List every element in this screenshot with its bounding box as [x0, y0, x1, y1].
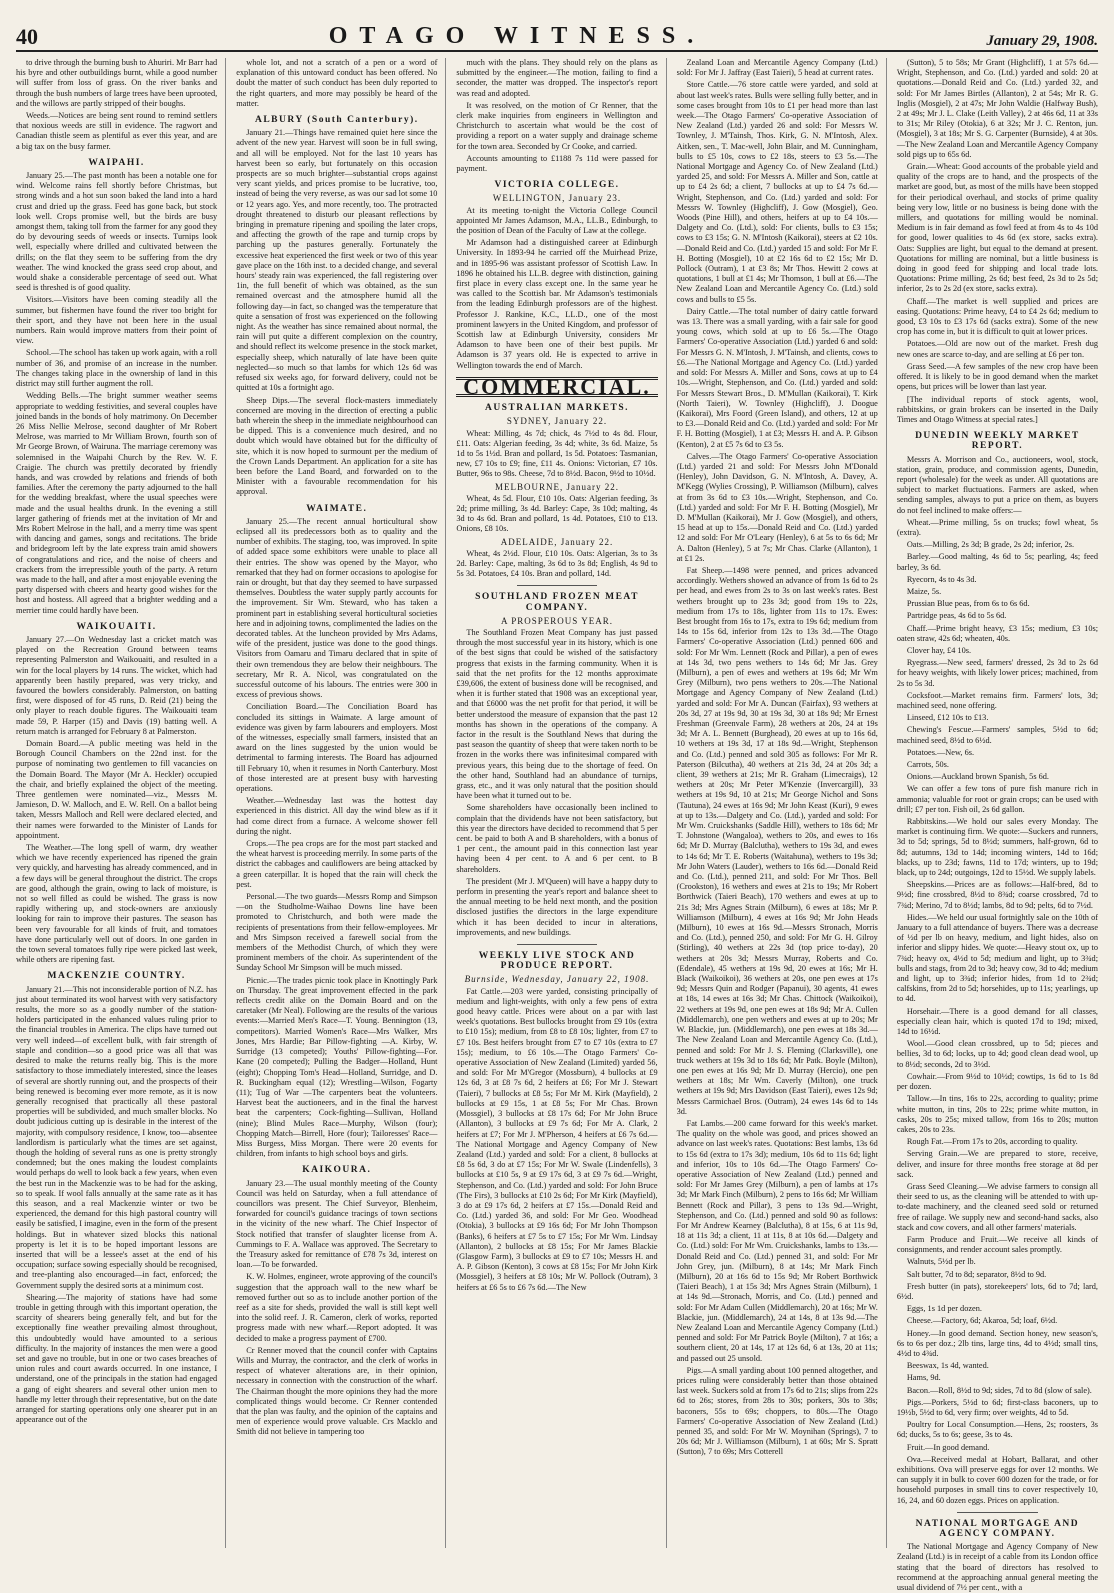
page-number: 40: [16, 24, 38, 49]
article-paragraph: January 21.—Things have remained quiet here since the advent of the new year. Harvest will soon be in full swing, and all will be employed. Not for the last 10 years has harvest been so early, but fortunately on this occasion prospects are so much brighter—substantial crops against very scant yields, and prices promise to be lucrative, too, instead of being the very reverse, as was our sad lot some 10 or 12 years ago. Yes, and more recently, too. The protracted drought threatened to disturb our pleasant reflections by bringing in premature ripening and spoiling the later crops, and affecting the growth of the rape and turnip crops by parching up the pastures generally. Fortunately the excessive heat experienced the first week or two of this year gave place on the 16th inst. to a decided change, and several hours' steady rain was experienced, the fall registering over 1in, the full benefit of which was obtained, as the sun remained overcast and the atmosphere humid all the following day—in fact, so changed was the temperature that quite a sensation of frost was experienced on the following night. As the weather has since remained about normal, the rain will put quite a different complexion on the country, and should reflect its welcome presence in the stock market, especially sheep, which naturally of late have been quite neglected—so much so that lambs for which 12s 6d was refused six weeks ago, for forward delivery, could not be quitted at 10s a fortnight ago.: [236, 128, 438, 393]
masthead: [16, 8, 1098, 52]
price-item: Fresh butter (in pats), storekeepers' lots, 6d to 7d; lard, 6½d.: [896, 1281, 1099, 1301]
price-item: Maize, 5s.: [906, 586, 942, 596]
article-paragraph: Wheat, 4s 5d. Flour, £10 10s. Oats: Algerian feeding, 3s 2d; prime milling, 3s 4d. Barley: Cape, 3s 10d; malting, 4s 3d to 4s 6d. Bran and pollard, 1s 4d. Potatoes, £10 to £13. Onions, £8 10s.: [456, 493, 658, 534]
price-item: Bacon.—Roll, 8½d to 9d; sides, 7d to 8d (slow of sale).: [906, 1385, 1092, 1395]
dateline: ADELAIDE, January 22.: [500, 536, 614, 547]
section-heading-waimate: WAIMATE.: [306, 503, 368, 514]
article-paragraph: Fat Sheep.—1498 were penned, and prices advanced accordingly. Wethers showed an advance of from 1s 6d to 2s per head, and ewes from 2s to 3s on last week's rates. Best wethers brought up to 23s 3d; good from 19s to 22s, medium from 17s to 18s, lighter from 11s to 17s. Ewes: Best brought from 16s to 17s, extra to 19s 6d; medium from 14s to 15s 6d, inferior from 12s to 13s 3d.—The Otago Farmers' Co-operative Association (Ltd.) penned 606 and sold: For Mr Wm. Lennett (Rock and Pillar), a pen of ewes at 14s 3d, two pens wethers to 14s 6d; Mr Jas. Grey (Milburn), a pen of ewes and wethers at 19s 6d; Mr Wm Grey (Milburn), two pens wethers to 20s.—The National Mortgage and Agency Company of New Zealand (Ltd.) yarded and sold: For Mr A. Duncan (Fairfax), 93 wethers at 20s 3d, 27 at 19s 9d, 30 at 19s 3d, 30 at 18s 9d; Mr Ernest Freshman (Greenvale Farm), 28 wethers at 20s, 24 at 19s 3d; Mr A. L. Bennett (Burghead), 20 ewes at up to 16s 6d, 10 wethers at 19s 3d, 17 at 18s 9d.—Wright, Stephenson and Co. (Ltd.) penned and sold 305 as follows: For Mr R. Paterson (Bilcutha), 40 wethers at 21s 3d, 24 at 20s 3d; a client, 39 wethers at 21s; Mr R. Graham (Limecraigs), 12 wethers at 20s; Mr Peter M'Kenzie (Invercargill), 33 wethers at 19s 9d, 10 at 21s; Mr George Nichol and Sons (Tautuna), 24 ewes at 16s 9d; Mr John Keast (Kuri), 9 ewes at up to 13s.—Dalgety and Co. (Ltd.), yarded and sold: For Mr Wm. Cruickshanks (Saddle Hill), wethers to 18s 6d; Mr T. Johnstone (Wangaloa), wethers to 20s, and ewes to 16s 6d; Mr D. Murray (Balclutha), wethers to 19s 3d, and ewes to 14s 6d; Mr T. E. Roberts (Waitahuna), wethers to 19s 3d; Mr John Waters (Lauder), wethers to 16s 6d.—Donald Reid and Co. (Ltd.), penned 211, and sold: For Mr Thos. Bell (Crookston), 16 wethers and ewes at 21s to 19s; Mr Robert Borthwick (Taieri Beach), 170 wethers and ewes at up to 21s 3d; Mrs Agnes Strain (Milburn), 6 ewes at 18s; Mr P. Williamson (Milburn), 4 ewes at 16s 9d; Mr John Heads (Milburn), 10 ewes at 16s 9d.—Messrs Stronach, Morris and Co. (Ltd.), penned 250, and sold: For Mr G. H. Gilroy (Stirling), 40 wethers at 22s 3d (top price to-day), 20 wethers at 20s 3d; Messrs Murray, Roberts and Co. (Edendale), 45 wethers at 19s 9d, 20 ewes at 16s; Mr H. Black (Waikoikoi), 36 wethers at 20s, one pen ewes at 17s 9d; Messrs Quin and Rodger (Papanui), 30 agents, 41 ewes at 18s, 14 ewes at 16s 3d; Mr Chas. Chittock (Waikoikoi), 22 wethers at 19s 9d, one pen ewes at 18s 9d; Mr A. Cullen (Middlemarch), one pen wethers and ewes at up to 20s; Mr W. Blackie, jun. (Middlemarch), one pen ewes at 18s 3d.—The New Zealand Loan and Mercantile Agency Co. (Ltd.), penned and sold: For Mr J. S. Fleming (Clarksville), one truck wethers at 19s 3d to 18s 6d; Mr Patk. Boyle (Milton), one pen ewes at 16s 9d; Mr D. Murray (Hercio), one pen wethers at 18s; Mr Wm. Caverly (Milton), one truck wethers at 19s 9d; Mrs Davidson (East Taieri), ewes 12s 9d; Messrs Carmichael Bros. (Outram), 24 ewes 14s 6d to 14s 3d.: [676, 565, 878, 1116]
price-item: Beeswax, 1s 4d, wanted.: [906, 1361, 989, 1371]
price-item: Wool.—Good clean crossbred, up to 5d; pieces and bellies, 3d to 6d; locks, up to 4d; good clean dead wool, up to 8½d; seconds, 2d to 3½d.: [896, 1039, 1099, 1069]
dateline: MELBOURNE, January 22.: [495, 481, 619, 492]
article-paragraph: Dairy Cattle.—The total number of dairy cattle forward was 13. There was a small yarding, with a fair sale for good young cows, which sold at up to £6 5s.—The Otago Farmers' Co-operative Association (Ltd.) yarded 6 and sold: For Messrs G. N. M'Intosh, J. M'Tainsh, and clients, cows to £6.—The National Mortgage and Agency Co. (Ltd.) yarded and sold: For Messrs A. Miller and Sons, cows at up to £4 10s.—Wright, Stephenson, and Co. (Ltd.) yarded and sold: For Messrs Stewart Bros., D. M'Mullan (Kaikorai), T. Kirk (North Taieri), W. Townley (Highcliff), J. Doogue (Kaikorai), Mrs Foord (Green Island), and others, 12 at up to £3.—Donald Reid and Co. (Ltd.) yarded and sold: For Mr F. H. Botting (Mosgiel), 1 at £3; Messrs H. and A. P. Gibson (Kenton), 2 at £5 7s 6d to £3 5s.: [676, 306, 878, 449]
article-paragraph: It was resolved, on the motion of Cr Renner, that the clerk make inquiries from engineers in Wellington and Christchurch to ascertain what would be the cost of providing a report on a water supply and drainage scheme for the town area. Seconded by Cr Cooke, and carried.: [456, 100, 658, 151]
price-item: Salt butter, 7d to 8d; separator, 8½d to 9d.: [906, 1269, 1047, 1279]
price-item: Walnuts, 5½d per lb.: [906, 1257, 976, 1267]
price-item: Honey.—In good demand. Section honey, new season's, 6s to 6s per doz.; 2lb tins, large tins, 4d to 4½d; small tins, 4½d to 4¾d.: [896, 1328, 1099, 1358]
price-item: Ryecorn, 4s to 4s 3d.: [906, 574, 977, 584]
price-item: Cheese.—Factory, 6d; Akaroa, 5d; loaf, 6½d.: [906, 1316, 1058, 1326]
price-item: Ova.—Received medal at Hobart, Ballarat, and other exhibitions. Ova will preserve eggs for over 12 months. We can supply it in bulk to cover 600 dozen for the trade, or for household purposes in small tins to cover respectively 10, 16, 24, and 60 dozen eggs. Prices on application.: [896, 1454, 1099, 1505]
section-heading-waipahi: WAIPAHI.: [88, 157, 145, 168]
price-item: Grass Seed Cleaning.—We advise farmers to consign all their seed to us, as the cleaning will be attended to with up-to-date machinery, and the cleaned seed sold or returned free of railage. We supply new and second-hand sacks, also stack and cow covers, and all other farmers' materials.: [896, 1181, 1099, 1232]
column-2: [236, 58, 446, 1548]
article-paragraph: January 25.—The recent annual horticultural show eclipsed all its predecessors both as to quality and the number of exhibits. The staging, too, was improved. In spite of added space some exhibitors were unable to place all their entries. The show was opened by the Mayor, who remarked that they had on former occasions to apologise for rain or drought, but that day they seemed to have surpassed themselves. Doubtless the water supply partly accounts for the improvement. Sir Wm. Steward, who has taken a prominent part in establishing several horticultural societies here and in adjoining towns, complimented the ladies on the decorated tables. At the luncheon provided by Mrs Adams, wife of the president, justice was done to the good things. Visitors from Oamaru and Timaru declared that in spite of their own tremendous they are below their neighbours. The secretary, Mr R. A. Nicol, was congratulated on the successful outcome of his labours. The entries were 300 in excess of previous shows.: [236, 516, 438, 700]
section-heading-kaikoura: KAIKOURA.: [302, 1165, 372, 1176]
article-paragraph: Zealand Loan and Mercantile Agency Company (Ltd.) sold: For Mr J. Jaffray (East Taieri), 5 head at current rates.: [676, 58, 878, 78]
article-paragraph: Weeds.—Notices are being sent round to remind settlers that noxious weeds are still in evidence. The ragwort and Canadian thistle seem as plentiful as ever this year, and are a big tax on the busy farmer.: [16, 111, 218, 151]
price-item: Barley.—Good malting, 4s 6d to 5s; pearling, 4s; feed barley, 3s 6d.: [896, 552, 1099, 572]
article-paragraph: January 23.—The usual monthly meeting of the County Council was held on Saturday, when a full attendance of councillors was present. The Chief Surveyor, Blenheim, forwarded for council's guidance tracings of town sections in the vicinity of the new wharf. The Chief Inspector of Stock notified that transfer of slaughter license from A. Cummings to F. A. Wallace was approved. The Secretary to the Treasury asked for remittance of £78 7s 3d, interest on loan.—To be forwarded.: [236, 1178, 438, 1270]
price-item: Fruit.—In good demand.: [906, 1442, 990, 1452]
article-paragraph: The National Mortgage and Agency Company of New Zealand (Ltd.) is in receipt of a cable from its London office stating that the board of directors has resolved to recommend at the approaching annual general meeting the usual dividend of 7½ per cent., with a: [896, 1542, 1099, 1593]
article-paragraph: Calves.—The Otago Farmers' Co-operative Association (Ltd.) yarded 21 and sold: For Messrs John M'Donald (Henley), John Davidson, G. N. M'Intosh, A. Davey, A. M'Kegg (Wylies Crossing), P. Williamson (Milburn), calves at from 3s 6d to £3 10s.—Wright, Stephenson, and Co. (Ltd.) yarded and sold: For Mr F. H. Botting (Mosgiel), Mr D. M'Mullan (Kaikorai), Mr J. Gow (Mosgiel), and others, 15 head at up to 15s.—Donald Reid and Co. (Ltd.) yarded 12 and sold: For Mr O'Leary (Henley), 6 at 5s to 6s 6d; Mr A. Dalton (Henley), 5 at 7s; Mr Chas. Clarke (Allanton), 1 at £1 2s.: [676, 451, 878, 563]
article-paragraph: Accounts amounting to £1188 7s 11d were passed for payment.: [456, 153, 658, 174]
article-paragraph: Mr Adamson had a distinguished career at Edinburgh University. In 1893-94 he carried off the Muirhead Prize, and in 1895-96 was assistant professor of Scottish Law. In 1896 he obtained his LL.B. degree with distinction, gaining first place in every class except one. In the same year he was called to the Scottish bar. Mr Adamson's testimonials from the leading Edinburgh professors are of the highest. Professor J. Rankine, K.C., LL.D., one of the most prominent lawyers in the United Kingdom, and professor of Scottish law at Edinburgh University, considers Mr Adamson to have been one of their best pupils. Mr Adamson is 37 years old. He is expected to arrive in Wellington towards the end of March.: [456, 238, 658, 370]
article-paragraph: Visitors.—Visitors have been coming steadily all the summer, but fishermen have found the river too bright for their sport, and they have not been here in the usual numbers. Rain would improve matters from their point of view.: [16, 295, 218, 346]
article-paragraph: Wheat: Milling, 4s 7d; chick, 4s 7½d to 4s 8d. Flour, £11. Oats: Algerian feeding, 3s 4d; white, 3s 6d. Maize, 5s 1d to 5s 1½d. Bran and pollard, 1s 5d. Potatoes: Tasmanian, new, £7 10s to £9; fine, £11 4s. Onions: Victorian, £7 10s. Butter, 96s to 98s. Cheese, 7d to 8½d. Bacon, 9½d to 10½d.: [456, 428, 658, 479]
price-item: Onions.—Auckland brown Spanish, 5s 6d.: [906, 772, 1050, 782]
section-heading-national-mortgage: NATIONAL MORTGAGE AND AGENCY COMPANY.: [915, 1518, 1080, 1540]
article-paragraph: The president (Mr J. M'Queen) will have a happy duty to perform in presenting the year's report and balance sheet to the annual meeting to be held next month, and the position disclosed justifies the directors in the large expenditure which it has been decided to incur in alterations, improvements, and new buildings.: [456, 876, 658, 937]
article-paragraph: Fat Cattle.—203 were yarded, consisting principally of medium and light-weights, with only a few pens of extra good heavy cattle. Prices were about on a par with last week's quotations. Best bullocks brought from £9 10s (extra to £10 15s); medium, from £8 to £8 10s; lighter, from £7 to £7 10s. Best heifers brought from £7 to £7 10s (extra to £7 15s); medium, to £6 10s.—The Otago Farmers' Co-operative Association of New Zealand (Limited) yarded 56, and sold: For Mr M'Gregor (Mossburn), 4 bullocks at £9 12s 6d, 3 at £8 7s 6d, 2 heifers at £6; For Mr J. Stewart (Taieri), 7 bullocks at £8 5s; For Mr M. Kirk (Mayfield), 2 bullocks at £9 15s, 1 at £8 5s; For Mr Chas. Brown (Mossgiel), 3 bullocks at £8 17s 6d; For Mr John Bruce (Allanton), 3 bullocks at £9 7s 6d; For Mr A. Clark, 2 heifers at £7; For Mr J. M'Pherson, 4 heifers at £6 7s 6d.—The National Mortgage and Agency Company of New Zealand (Ltd.) yarded and sold: For a client, 8 bullocks at £8 5s 6d, 3 do at £7 15s; For Mr W. Swale (Lindenfells), 3 bullocks at £10 5s, 9 at £9 17s 6d, 3 at £9 7s 6d.—Wright, Stephenson, and Co. (Ltd.) yarded and sold: For John Bruce (The Firs), 3 bullocks at £10 2s 6d; For Mr Kirk (Mayfield), 3 do at £9 17s 6d, 2 heifers at £7 15s.—Donald Reid and Co. (Ltd.) yarded 36, and sold: For Mr Geo. Woodhead (Otokia), 3 bullocks at £9 16s 6d; For Mr John Thompson (Banks), 6 heifers at £7 5s to £7 15s; For Mr Wm. Lindsay (Allanton), 2 bullocks at £8 15s; For Mr James Blackie (Glasgow Farm), 3 bullocks at £9 to £7 10s; Messrs H. and A. P. Gibson (Kenton), 3 cows at £8 15s; For Mr John Kirk (Mossgiel), 3 heifers at £8 10s; Mr W. Pollock (Outram), 3 heifers at £6 5s to £6 7s 6d.—The New: [456, 986, 658, 1292]
price-item: We can offer a few tons of pure fish manure rich in ammonia; valuable for root or grain crops; can be used with drill; £7 per ton. Fish oil, 2s 6d gallon.: [896, 784, 1099, 814]
article-paragraph: Picnic.—The trades picnic took place in Knottingly Park on Thursday. The great improvement effected in the park reflects credit alike on the Domain Board and on the caretaker (Mr Neal). Following are the results of the various events:—Married Men's Race—T. Young. Bennington (13, competitors). Married Women's Race—Mrs Walker, Mrs Jones, Mrs Hardie; Bar Pillow-fighting —A. Kirby, W. Surridge (13 competed); Youths' Pillow-fighting—For. Kane (20 competed); Pulling the Badger—Holland, Hunt (eight); Chopping Tom's Head—Holland, Surridge, and D. R. Buckingham equal (12); Wrestling—Wilson, Fogarty (11); Tug of War —The carpenters beat the volunteers. Harvest beat the auctioneers, and in the final the harvest beat the carpenters; Cock-fighting—Sullivan, Holland (nine); Blind Mules Race—Murphy, Wilson (four); Chopping Match—Birrell, Hore (four); Tailoresses' Race—Miss Burgess, Miss Morgan. There were 20 events for children, from infants to high school boys and girls.: [236, 975, 438, 1159]
subheading: A PROSPEROUS YEAR.: [501, 615, 613, 626]
article-paragraph: The Southland Frozen Meat Company has just passed through the most successful year in its history, which is one of the best signs that could be wished of the satisfactory progress that exists in the farming community. When it is said that the net profits for the 12 months approximate £39,606, the extent of business done will be recognised, and when it is further stated that 1908 was an exceptional year, and that £6000 was the net profit for that period, it will be better understood the measure of expansion that the past 12 months has shown in the operations of the company. A factor in the result is the Southland News that during the past season the quantity of sheep that were taken north to be frozen in the works there was infinitesimal compared with previous years, this being due to the shortage of feed. On the other hand, Southland had an abundance of turnips, grass, etc., and it was only natural that the position should have been what it turned out to be.: [456, 627, 658, 801]
article-paragraph: Personal.—The two guards—Messrs Romp and Simpson—on the Studholme-Waihao Downs line have been promoted to Christchurch, and both were made the recipients of presentations from their fellow-employees. Mr and Mrs Simpson received a farewell social from the members of the Methodist Church, of which they were prominent members of the choir. As superintendent of the Sunday School Mr Simpson will be much missed.: [236, 892, 438, 973]
price-item: Linseed, £12 10s to £13.: [906, 713, 989, 723]
column-1: [16, 58, 226, 1548]
price-item: Carrots, 50s.: [906, 760, 949, 769]
price-item: Hides.—We held our usual fortnightly sale on the 10th of January to a full attendance of buyers. There was a decrease of ½d per lb on heavy, medium, and light hides, also on inferior and slippy hides. We quote:—Heavy stout ox, up to 7¾d; heavy ox, 4½d to 5d; medium and light, up to 3¾d; bulls and stags, from 2d to 3d; heavy cow, 3d to 4d; medium and light, up to 3¾d; inferior hides, from 1d to 2¾d; calfskins, from 2d to 5d; horsehides, up to 11s; yearlings, up to 4d.: [896, 912, 1099, 1004]
article-paragraph: to drive through the burning bush to Ahuriri. Mr Barr had his byre and other outbuildings burnt, while a good number will suffer from loss of grass. On the river banks and through the bush numbers of large trees have been uprooted, and the willows are partly stripped of their boughs.: [16, 58, 218, 108]
notice-paragraph: [The individual reports of stock agents, wool, rabbitskins, or grain brokers can be inserted in the Daily Times and Otago Witness at special rates.]: [896, 394, 1099, 424]
divider: [517, 944, 597, 945]
article-paragraph: Domain Board.—A public meeting was held in the Borough Council Chambers on the 22nd inst. for the purpose of nominating two gentlemen to fill vacancies on the Domain Board. The Mayor (Mr A. Heckler) occupied the chair, and briefly explained the object of the meeting. Three gentlemen were nominated—viz., Messrs M. Jamieson, D. W. Malloch, and E. W. Rell. On a ballot being taken, Messrs Malloch and Rell were declared elected, and their names were forwarded to the Minister of Lands for appointment.: [16, 739, 218, 840]
price-item: Serving Grain.—We are prepared to store, receive, deliver, and insure for three months free storage at 8d per sack.: [896, 1149, 1099, 1179]
price-item: Hams, 9d.: [906, 1373, 941, 1383]
article-paragraph: January 25.—The past month has been a notable one for wind. Welcome rains fell shortly before Christmas, but strong winds and a hot sun soon baked the land into a hard crust and dried up the grass. Feed has gone back, but stock look well. Crops promise well, but the birds are busy amongst them, taking toll from the farmer for any good they do by devouring seeds of weeds or insects. Turnips look well, especially where drilled and cultivated between the drills; on the flat they seem to be suffering from the dry weather. The wind knocked the grass seed crop about, and would shake a considerable percentage of seed out. What seed is threshed is of good quality.: [16, 171, 218, 293]
article-paragraph: Grass Seed.—A few samples of the new crop have been offered. It is likely to be in good demand when the market opens, but prices will be lower than last year.: [896, 361, 1099, 392]
section-heading-victoria-college: VICTORIA COLLEGE.: [494, 180, 620, 191]
section-heading-southland: SOUTHLAND FROZEN MEAT COMPANY.: [475, 592, 639, 613]
article-paragraph: School.—The school has taken up work again, with a roll number of 36, and promise of an increase in the number. The changes taking place in the ownership of land in this district may still further augment the roll.: [16, 348, 218, 389]
article-paragraph: Crops.—The pea crops are for the most part stacked and the wheat harvest is proceeding merrily. In some parts of the district the cabbages and cauliflowers are being attacked by a green caterpillar. It is hoped that the rain will check the pest.: [236, 839, 438, 889]
price-item: Tallow.—In tins, 16s to 22s, according to quality; prime white mutton, in tins, 20s to 22s; prime white mutton, in casks, 20s to 25s; mixed tallow, from 16s to 20s; mutton cakes, 20s to 23s.: [896, 1094, 1099, 1134]
newspaper-title: OTAGO WITNESS.: [328, 23, 706, 49]
price-item: Clover hay, £4 10s.: [906, 645, 972, 655]
columns: [16, 58, 1099, 1593]
dateline: SYDNEY, January 22.: [506, 416, 608, 427]
price-item: Rabbitskins.—We hold our sales every Monday. The market is continuing firm. We quote:—Suckers and runners, 3d to 5d; springs, 5d to 8½d; summers, half-grown, 6d to 8d; autumns, 13d to 14d; incoming winters, 14d to 16d; blacks, up to 23d; fawns, 11d to 17d; winters, up to 19d; black, up to 24d; outgoings, 12d to 15½d. We supply labels.: [896, 817, 1099, 878]
divider: [517, 585, 597, 586]
dateline: WELLINGTON, January 23.: [492, 193, 622, 204]
article-paragraph: Shearing.—The majority of stations have had some trouble in getting through with this important operation, the scarcity of shearers being generally felt, and but for the exceptionally fine weather prevailing almost throughout, this undoubtedly would have amounted to a serious difficulty. In the majority of instances the men were a good set and gave no trouble, but in one or two cases breaches of union rules and court awards occurred. In one instance, I understand, one of the principals in the station had engaged a gang of eight shearers and several other union men to handle my letter through their representative, but on the date arranged for starting operations only one shearer put in an appearance out of the: [16, 1292, 218, 1425]
article-paragraph: January 21.—This not inconsiderable portion of N.Z. has just about terminated its wool harvest with very satisfactory results, the more so as a goodly number of the station-holders participated in the enhanced values ruling prior to the financial troubles in America. The clips have turned out very well indeed—of excellent bulk, with fair strength of staple and condition—so a good price was all that was desired to make the returns really big. This is the more satisfactory to those immediately interested, since the leases of several are shortly running out, and the prospects of their being renewed is becoming ever more remote, as it is now generally recognised that practically all these pastoral properties will be subdivided, and much smaller blocks. No doubt judicious cutting up is desirable in the interest of the majority, with compulsory residence, I know, too—absentee landlordism is particularly what the times are set against, though the holding of several runs as one is pretty strongly condemned; but the ones making the loudest complaints would perhaps do well to look back a few years, when even the best run in the Mackenzie was to be had for the asking, so to speak. If wool falls annually at the same rate as it has this season, and a real Mackenzie winter or two be experienced, the demand for this high pastoral country will easily be satisfied, I imagine, even in the form of the present holdings. But in whatever sized blocks this national property is let it is to be hoped important lessons are inserted that will be a lessee's asset at the end of his occupation; surface sowing especially should be recognised, and tree-planting also encouraged—in fact, enforced; the Government supply the desired sorts at a minimum cost.: [16, 984, 218, 1290]
column-4: [677, 58, 887, 1548]
section-heading-albury: ALBURY (South Canterbury).: [254, 115, 419, 126]
price-item: Cowhair.—From 9½d to 10½d; cowtips, 1s 6d to 1s 8d per dozen.: [896, 1071, 1099, 1092]
article-paragraph: Weather.—Wednesday last was the hottest day experienced in this district. All day the wind blew as if it had come direct from a furnace. A welcome shower fell during the night.: [236, 796, 438, 836]
article-paragraph: Messrs A. Morrison and Co., auctioneers, wool, stock, station, grain, produce, and commission agents, Dunedin, report (wholesale) for the week as under. All quotations are subject to market fluctuations. Farmers are asked, when sending samples, always to put a price on them, as buyers do not feel inclined to make offers:—: [896, 454, 1099, 515]
price-item: Cocksfoot.—Market remains firm. Farmers' lots, 3d; machined seed, none offering.: [896, 690, 1099, 710]
column-3: [456, 58, 666, 1548]
article-paragraph: Store Cattle.—76 store cattle were yarded, and sold at about last week's rates. Bulls were selling fully better, and in some cases brought from 10s to £1 per head more than last week.—The Otago Farmers' Co-operative Association of New Zealand (Ltd.) yarded 26 and sold: For Messrs W. Townley, J. M'Tainsh, Thos. Kirk, G. N. M'Intosh, Alex. Aitken, sen., T. Mac-well, John Blair, and M. Cunningham, bulls to £5 10s, cows to £2 18s, steers to £3 5s.—The National Mortgage and Agency Co. of New Zealand (Ltd.) yarded 25, and sold: For Messrs A. Miller and Son, cattle at up to £4 2s 6d; a client, 7 bullocks at up to £4 7s 6d.—Wright, Stephenson, and Co. (Ltd.) yarded and sold: For Messrs W. Townley (Highcliff), J. Gow (Mosgiel), Geo. Woods (Pine Hill), and others, heifers at up to £4 10s.—Dalgety and Co. (Ltd.), sold: For clients, bulls to £3 15s; cows to £3 15s; G. N. M'Intosh (Kaikorai), steers at £2 10s.—Donald Reid and Co. (Ltd.) yarded 15 and sold: For Mr F. H. Botting (Mosgiel), 10 at £2 16s 6d to £2 15s; Mr D. Pollock (Outram), 1 at £3 8s; Mr Thos. Hewitt 2 cows at quotations, 1 bull at £1 4s; Mr Thomson, 1 bull at £6.—The New Zealand Loan and Mercantile Agency Co. (Ltd.) sold cows and bulls to £5 5s.: [676, 80, 878, 304]
article-paragraph: At its meeting to-night the Victoria College Council appointed Mr James Adamson, M.A., LL.B., Edinburgh, to the position of Dean of the Faculty of Law at the college.: [456, 205, 658, 236]
column-5: [896, 58, 1099, 1593]
price-item: Partridge peas, 4s 6d to 5s 6d.: [906, 611, 1007, 621]
section-heading-waikouaiti: WAIKOUAITI.: [76, 621, 157, 632]
price-item: Eggs, 1s 1d per dozen.: [906, 1304, 982, 1314]
article-paragraph: Some shareholders have occasionally been inclined to complain that the dividends have not been satisfactory, but this year the directors have decided to recommend that 5 per cent. be paid to both A and B shareholders, with a bonus of 1 per cent., the amount paid in this connection last year having been 4 per cent. to A and 6 per cent. to B shareholders.: [456, 803, 658, 874]
article-paragraph: Sheep Dips.—The several flock-masters immediately concerned are moving in the direction of erecting a public bath wherein the sheep in the immediate neighbourhood can be dipped. This is a convenience much desired, and no doubt which would have obtained but for the difficulty of site, which it is now hoped to surmount per the medium of the Crown Lands Department. An application for a site has been before the Land Board, and forwarded on to the Minister with a favourable recommendation for his approval.: [236, 395, 438, 497]
article-paragraph: Fat Lambs.—200 came forward for this week's market. The quality on the whole was good, and prices showed an advance on last week's rates. Quotations: Best lambs, 13s 6d to 15s 6d (extra to 17s 3d); medium, 10s 6d to 11s 6d; light and inferior, 10s to 10s 6d.—The Otago Farmers' Co-operative Association of New Zealand (Ltd.) penned and sold: For Mr James Grey (Milburn), a pen of lambs at 17s 3d; Mr Mark Finch (Milburn), 2 pens to 16s 6d; Mr William Bennett (Rock and Pillar), 3 pens to 13s 9d.—Wright, Stephenson, and Co. (Ltd.) penned and sold 90 as follows: For Mr Andrew Kearney (Balclutha), 8 at 15s, 6 at 11s 9d, 18 at 11s 3d; a client, 11 at 11s, 8 at 10s 6d.—Dalgety and Co. (Ltd.) sold: For Mr Wm. Cruickshanks, lambs to 13s.—Donald Reid and Co. (Ltd.) penned 31, and sold: For Mr John Grey, jun. (Milburn), 8 at 14s; Mr Mark Finch (Milburn), 20 at 16s 6d to 15s 9d; Mr Robert Borthwick (Taieri Beach), 1 at 15s 3d; Mrs Agnes Strain (Milburn), 1 at 14s 9d.—Stronach, Morris, and Co. (Ltd.) penned and sold: For Mr Adam Cullen (Middlemarch), 20 at 16s; Mr W. Blackie, jun. (Middlemarch), 24 at 14s, 8 at 13s 9d.—The New Zealand Loan and Mercantile Agency Company (Ltd.) penned and sold: For Mr Patrick Boyle (Milton), 7 at 16s; a southern client, 20 at 14s, 17 at 12s 6d, 6 at 13s, 20 at 11s; and passed out 25 unsold.: [676, 1118, 878, 1363]
price-item: Wheat.—Prime milling, 5s on trucks; fowl wheat, 5s (extra).: [896, 517, 1099, 537]
price-item: Prussian Blue peas, from 6s to 6s 6d.: [906, 599, 1030, 609]
article-paragraph: Grain.—Wheat: Good accounts of the probable yield and quality of the crops are to hand, and the prospects of the market are good, but, as most of the mills have been stopped for their periodical overhaul, and stocks of prime quality being very low, little or no business is being done with the millers, and quotations for milling would be nominal. Medium is in fair demand as fowl feed at from 4s to 4s 10d for good, lower qualities to 4s 6d (ex store, sacks extra). Oats: Supplies are light, but equal to the demand at present. Quotations for milling are nominal, but a little business is doing in good feed for shipping and local trade lots. Quotations: Prime milling, 2s 6d; best feed, 2s 3d to 2s 5d; inferior, 2s to 2s 2d (ex store, sacks extra).: [896, 162, 1099, 294]
price-item: Ryegrass.—New seed, farmers' dressed, 2s 3d to 2s 6d for heavy weights, with likely lower prices; machined, from 2s to 5s 3d.: [896, 658, 1099, 688]
article-paragraph: Cr Renner moved that the council confer with Captains Wills and Murray, the contractor, and the clerk of works in respect of whatever alterations are, in their opinion, necessary in connection with the construction of the wharf. The Chairman thought the more opinions they had the more complicated things would become. Cr Renner contended that the plan was faulty, and the opinion of the captains and men of experience would prove valuable. Crs Macklo and Smith did not believe in tampering too: [236, 1345, 438, 1437]
price-item: Poultry for Local Consumption.—Hens, 2s; roosters, 3s 6d; ducks, 5s to 6s; geese, 3s to 4s.: [896, 1420, 1099, 1440]
article-paragraph: Pigs.—A small yarding about 100 penned altogether, and prices ruling were considerably better than those obtained last week. Suckers sold at from 17s 6d to 21s; slips from 22s 6d to 26s; stores, from 28s to 30s; porkers, 30s to 38s; baconers, 55s to 69s; choppers, to 80s.—The Otago Farmers' Co-operative Association of New Zealand (Ltd.) penned 35, and sold: For Mr W. Moynihan (Springs), 7 to 20s 6d; Mr J. Williamson (Milburn), 1 at 60s; Mr S. Spratt (Sutton), 7 to 69s; Mrs Cotterell: [676, 1365, 878, 1457]
section-heading-australian-markets: AUSTRALIAN MARKETS.: [484, 403, 630, 414]
price-item: Oats.—Milling, 2s 3d; B grade, 2s 2d; inferior, 2s.: [906, 540, 1075, 550]
article-paragraph: Potatoes.—Old are now out of the market. Fresh dug new ones are scarce to-day, and are selling at £6 per ton.: [896, 339, 1099, 359]
section-heading-dunedin-market: DUNEDIN WEEKLY MARKET REPORT.: [915, 431, 1080, 452]
section-heading-weekly-report: WEEKLY LIVE STOCK AND PRODUCE REPORT.: [478, 951, 636, 972]
article-paragraph: January 27.—On Wednesday last a cricket match was played on the Recreation Ground between teams representing Palmerston and Waikouaiti, and resulted in a win for the local players by 14 runs. The wicket, which had apparently been hastily prepared, was very tricky, and favoured the bowlers considerably. Palmerston, on batting first, were disposed of for 45 runs, D. Reid (21) being the only player to reach double figures. The Waikouaiti team made 59, P. Harper (15) and Davis (19) batting well. A return match is arranged for February 8 at Palmerston.: [16, 634, 218, 736]
section-heading-commercial: COMMERCIAL.: [456, 377, 657, 397]
price-item: Potatoes.—New, 6s.: [906, 747, 975, 757]
article-paragraph: Chaff.—The market is well supplied and prices are easing. Quotations: Prime heavy, £4 to £4 2s 6d; medium to good, £3 10s to £3 17s 6d (sacks extra). Some of the new crop has come in, but it is difficult to quit at lower prices.: [896, 296, 1099, 337]
price-item: Chaff.—Prime bright heavy, £3 15s; medium, £3 10s; oaten straw, 42s 6d; wheaten, 40s.: [896, 623, 1099, 643]
issue-date: January 29, 1908.: [986, 33, 1098, 49]
article-paragraph: The Weather.—The long spell of warm, dry weather which we have recently experienced has ripened the grain very quickly, and harvesting has already commenced, and in a few days will be general throughout the district. The crops are good, although the grain, owing to lack of moisture, is not so well filled as could be wished. The grass is now rapidly withering up, and stock-owners are anxiously looking for rain to improve their pastures. The season has been very favourable for all kinds of fruit, and tomatoes have done particularly well out of doors. In one garden in the town several tomatoes fully ripe were picked last week, while others are ripening fast.: [16, 843, 218, 965]
article-paragraph: Wheat, 4s 2½d. Flour, £10 10s. Oats: Algerian, 3s to 3s 2d. Barley: Cape, malting, 3s 6d to 3s 8d; English, 4s 9d to 5s 3d. Potatoes, £4 10s. Bran and pollard, 14d.: [456, 548, 658, 579]
dateline: Burnside, Wednesday, January 22, 1908.: [464, 974, 650, 985]
article-paragraph: whole lot, and not a scratch of a pen or a word of explanation of this untoward conduct has been offered. No doubt the matter of such conduct has been duly reported to the right quarters, and more may possibly be heard of the matter.: [236, 58, 438, 108]
article-paragraph: K. W. Holmes, engineer, wrote approving of the council's suggestion that the approach wall to the new wharf be removed further out so as to include another portion of the reef as a site for sheds, provided the wall is still kept well into the solid reef. J. R. Cameron, clerk of works, reported progress made with new wharf.—Report adopted. It was decided to make a progress payment of £700.: [236, 1272, 438, 1343]
article-paragraph: Wedding Bells.—The bright summer weather seems appropriate to wedding festivities, and several couples have joined bands in the bonds of holy matrimony. On December 26 Miss Nellie Melrose, second daughter of Mr Robert Melrose, was married to Mr William Brown, fourth son of Mr George Brown, of Wairuna. The marriage ceremony was solemnised in the Waipahi Church by the Rev. W. F. Craigie. The church was prettily decorated by friendly hands, and was crowded by relations and friends of both families. After the ceremony the party adjourned to the hall for the wedding breakfast, where the usual speeches were made and the usual healths drunk. In the evening a still larger gathering of friends met at the invitation of Mr and Mrs Robert Melrose in the hall, and a merry time was spent with dancing and games, songs and recitations. The bride and bridegroom left by the late express train amid showers of congratulations and rice, and the noise of cheers and crackers from the irrepressible youth of the party. A return was made to the hall, and after a most enjoyable evening the party dispersed with cheers and hearty good wishes for the host and hostess. All agreed that a brighter wedding and a merrier time could hardly have been.: [16, 391, 218, 615]
section-heading-mackenzie: MACKENZIE COUNTRY.: [47, 971, 186, 982]
price-item: Rough Fat.—From 17s to 20s, according to quality.: [906, 1137, 1078, 1147]
price-item: Pigs.—Porkers, 5½d to 6d; first-class baconers, up to 19½b, 5½d to 6d, very firm; over weights, 4d to 5d.: [896, 1397, 1099, 1417]
article-paragraph: (Sutton), 5 to 58s; Mr Grant (Highcliff), 1 at 57s 6d.—Wright, Stephenson, and Co. (Ltd.) yarded and sold: 20 at quotations.—Donald Reid and Co. (Ltd.) yarded 32, and sold: For Mr James Birtles (Allanton), 2 at 54s; Mr R. G. Inglis (Mosgiel), 2 at 47s; Mr John Waldie (Halfway Bush), 2 at 49s; Mr J. L. Clake (Leith Valley), 2 at 46s 6d, 11 at 33s to 31s; Mr Riley (Otokia), 6 at 32s; Mr J. C. Renton, jun. (Mosgiel), 3 at 18s; Mr S. G. Carpenter (Burnside), 4 at 30s.—The New Zealand Loan and Mercantile Agency Company sold pigs up to 65s 6d.: [896, 58, 1099, 159]
price-item: Sheepskins.—Prices are as follows:—Half-bred, 8d to 9½d; fine crossbred, 8½d to 8¾d; coarse crossbred, 7d to 7¾d; Merino, 7d to 8½d; lambs, 8d to 9d; pelts, 6d to 7½d.: [896, 880, 1099, 910]
article-paragraph: much with the plans. They should rely on the plans as submitted by the engineer.—The motion, failing to find a seconder, the matter was dropped. The inspector's report was read and adopted.: [456, 58, 658, 98]
price-item: Horsehair.—There is a good demand for all classes, especially clean hair, which is quoted 17d to 19d; mixed, 14d to 16½d.: [896, 1006, 1099, 1037]
article-paragraph: Conciliation Board.—The Conciliation Board has concluded its sittings in Waimate. A large amount of evidence was given by farm labourers and employers. Most of the witnesses, especially small farmers, insisted that an award on the lines suggested by the union would be detrimental to farming interests. The Board has adjourned till February 10, when it resumes in North Canterbury. Most of those interested are at present busy with harvesting operations.: [236, 702, 438, 794]
price-item: Farm Produce and Fruit.—We receive all kinds of consignments, and render account sales promptly.: [896, 1234, 1099, 1255]
price-item: Chewing's Fescue.—Farmers' samples, 5½d to 6d; machined seed, 8½d to 6½d.: [896, 725, 1099, 745]
divider: [957, 1512, 1037, 1513]
